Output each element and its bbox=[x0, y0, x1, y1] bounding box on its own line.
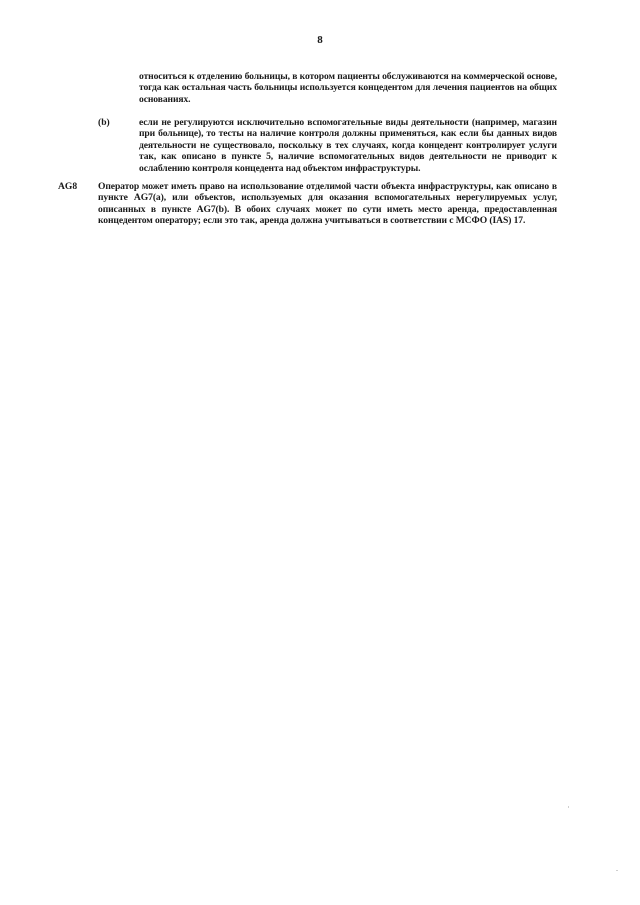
page-number: 8 bbox=[317, 34, 323, 46]
paragraph-continuation: относиться к отделению больницы, в котором пациенты обслуживаются на коммерческой основе, тогда как остальная часть больницы используется концедентом для лечения пациентов на общих основаниях. bbox=[139, 71, 557, 105]
scan-speck bbox=[568, 806, 569, 808]
scan-speck bbox=[616, 870, 618, 871]
ag8-marker: AG8 bbox=[58, 181, 78, 192]
ag8-paragraph: Оператор может иметь право на использование отделимой части объекта инфраструктуры, как описано в пункте AG7(a), или объектов, используемых для оказания вспомогательных нерегулируемых услуг, описанных в пункте AG7(b). В обоих случаях может по сути иметь место аренда, предоставленная концедентом оператору; если это так, аренда должна учитываться в соответствии с МСФО (IAS) 17. bbox=[98, 181, 557, 227]
item-b-marker: (b) bbox=[98, 117, 110, 128]
item-b-paragraph: если не регулируются исключительно вспомогательные виды деятельности (например, магазин при больнице), то тесты на наличие контроля должны применяться, как если бы данных видов деятельности не существовало, поскольку в тех случаях, когда концедент контролирует услуги так, как описано в пункте 5, наличие вспомогательных видов деятельности не приводит к ослаблению контроля концедента над объектом инфраструктуры. bbox=[139, 117, 557, 174]
